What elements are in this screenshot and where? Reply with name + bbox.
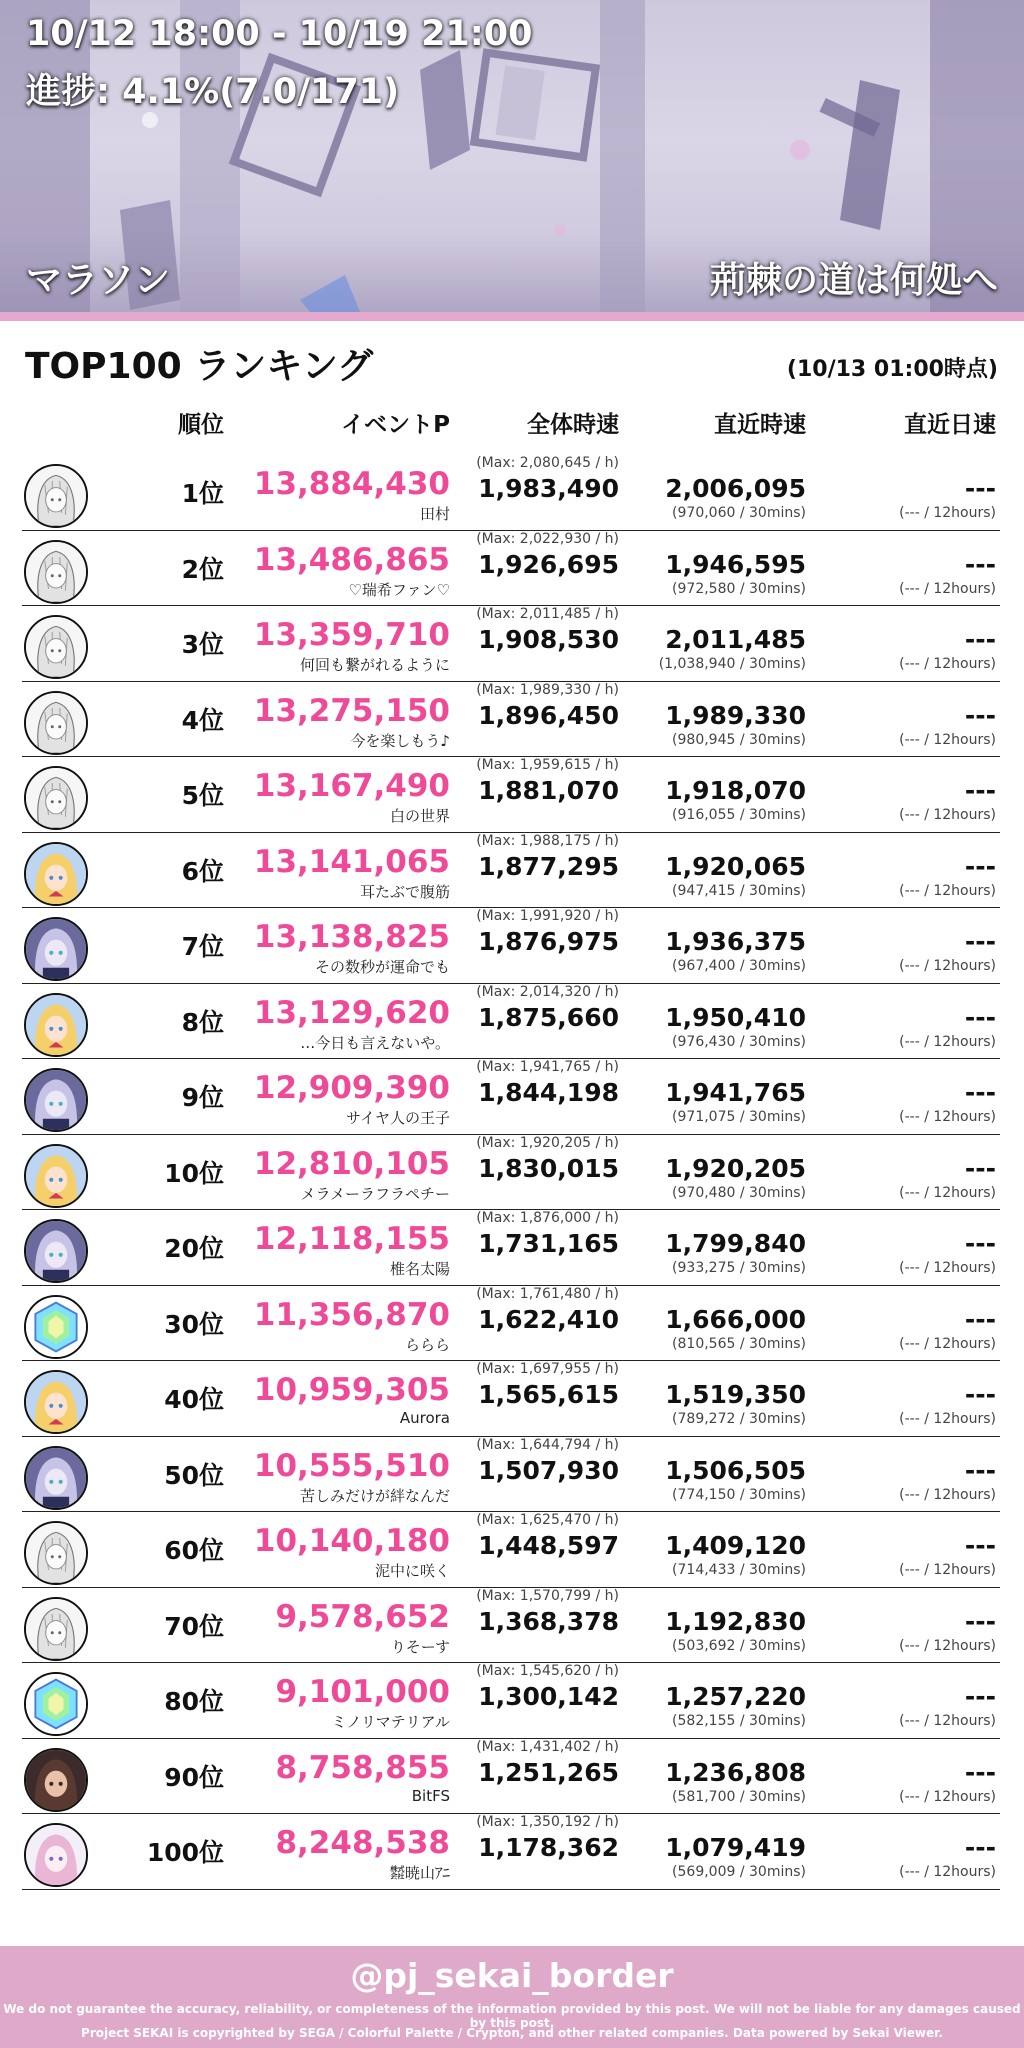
table-row: [0, 833, 1024, 909]
table-row: [0, 1663, 1024, 1739]
max-speed: (Max: 1,545,620 / h): [476, 1663, 619, 1679]
total-speed: 1,622,410: [478, 1304, 619, 1334]
table-row: [0, 1210, 1024, 1286]
daily-speed: ---: [964, 851, 996, 881]
recent-speed-detail: (1,038,940 / 30mins): [658, 656, 806, 672]
rank-label: 30位: [164, 1309, 224, 1339]
daily-speed-detail: (--- / 12hours): [899, 1411, 996, 1427]
avatar: [24, 1295, 88, 1359]
daily-speed-detail: (--- / 12hours): [899, 1864, 996, 1880]
rank-label: 6位: [181, 856, 224, 886]
table-row: [0, 984, 1024, 1060]
max-speed: (Max: 1,959,615 / h): [476, 757, 619, 773]
daily-speed: ---: [964, 1757, 996, 1787]
daily-speed-detail: (--- / 12hours): [899, 807, 996, 823]
avatar: [24, 993, 88, 1057]
column-rank: 順位: [178, 412, 224, 438]
footer-disclaimer: We do not guarantee the accuracy, reliability, or completeness of the information provided by this post. We will not be liable for any damages caused by this post.: [3, 2002, 1021, 2030]
recent-speed-detail: (714,433 / 30mins): [672, 1562, 806, 1578]
daily-speed-detail: (--- / 12hours): [899, 1109, 996, 1125]
recent-speed: 1,666,000: [665, 1304, 806, 1334]
recent-speed-detail: (976,430 / 30mins): [672, 1033, 806, 1050]
event-points: 10,555,510: [253, 1447, 450, 1484]
player-name: ららら: [404, 1335, 450, 1354]
avatar: [24, 1068, 88, 1132]
total-speed: 1,908,530: [478, 625, 619, 654]
recent-speed-detail: (916,055 / 30mins): [672, 807, 806, 823]
avatar: [24, 842, 88, 906]
daily-speed-detail: (--- / 12hours): [899, 1184, 996, 1201]
event-points: 10,959,305: [253, 1372, 450, 1408]
total-speed: 1,844,198: [478, 1078, 619, 1107]
rank-label: 7位: [181, 932, 224, 961]
max-speed: (Max: 1,644,794 / h): [476, 1436, 619, 1453]
total-speed: 1,507,930: [478, 1455, 619, 1485]
recent-speed-detail: (789,272 / 30mins): [672, 1411, 806, 1427]
recent-speed: 1,519,350: [665, 1380, 806, 1409]
daily-speed: ---: [964, 1833, 996, 1862]
event-points: 12,118,155: [253, 1221, 450, 1257]
recent-speed: 1,989,330: [665, 700, 806, 730]
recent-speed-detail: (971,075 / 30mins): [672, 1109, 806, 1125]
daily-speed: ---: [964, 1153, 996, 1183]
table-row: [0, 1437, 1024, 1513]
avatar: [24, 615, 88, 679]
recent-speed-detail: (581,700 / 30mins): [672, 1788, 806, 1805]
recent-speed: 1,941,765: [665, 1078, 806, 1107]
max-speed: (Max: 1,876,000 / h): [476, 1210, 619, 1226]
recent-speed-detail: (947,415 / 30mins): [672, 882, 806, 899]
max-speed: (Max: 1,431,402 / h): [476, 1738, 619, 1755]
event-points: 8,758,855: [275, 1749, 450, 1786]
daily-speed: ---: [964, 625, 996, 654]
rank-label: 50位: [164, 1460, 224, 1490]
max-speed: (Max: 2,011,485 / h): [476, 606, 619, 622]
event-points: 9,101,000: [275, 1674, 450, 1710]
event-progress: 進捗: 4.1%(7.0/171): [26, 72, 400, 112]
total-speed: 1,881,070: [478, 776, 619, 805]
page-title: TOP100 ランキング: [25, 346, 374, 387]
event-type: マラソン: [26, 260, 171, 301]
recent-speed-detail: (970,060 / 30mins): [672, 505, 806, 521]
avatar: [24, 1446, 88, 1510]
recent-speed: 1,950,410: [665, 1002, 806, 1032]
daily-speed: ---: [964, 1380, 996, 1409]
recent-speed-detail: (970,480 / 30mins): [672, 1184, 806, 1201]
daily-speed: ---: [964, 549, 996, 579]
avatar: [24, 691, 88, 755]
player-name: 何回も繋がれるように: [299, 656, 450, 674]
avatar: [24, 917, 88, 981]
total-speed: 1,300,142: [478, 1682, 619, 1711]
recent-speed-detail: (569,009 / 30mins): [672, 1864, 806, 1880]
avatar: [24, 1672, 88, 1736]
rank-label: 1位: [181, 479, 224, 508]
rank-label: 10位: [164, 1158, 224, 1188]
player-name: 今を楽しもう♪: [350, 731, 450, 750]
recent-speed: 1,920,205: [665, 1153, 806, 1183]
avatar: [24, 1521, 88, 1585]
max-speed: (Max: 1,989,330 / h): [476, 681, 619, 698]
event-points: 13,884,430: [253, 466, 450, 502]
max-speed: (Max: 1,988,175 / h): [476, 832, 619, 849]
rank-label: 70位: [164, 1611, 224, 1641]
column-total-speed: 全体時速: [527, 412, 619, 438]
avatar: [24, 464, 88, 528]
recent-speed-detail: (810,565 / 30mins): [672, 1335, 806, 1352]
total-speed: 1,448,597: [478, 1531, 619, 1560]
max-speed: (Max: 2,014,320 / h): [476, 983, 619, 1000]
daily-speed-detail: (--- / 12hours): [899, 1562, 996, 1578]
daily-speed-detail: (--- / 12hours): [899, 580, 996, 597]
rank-label: 80位: [164, 1687, 224, 1716]
recent-speed: 2,006,095: [665, 474, 806, 503]
recent-speed: 1,799,840: [665, 1229, 806, 1258]
daily-speed-detail: (--- / 12hours): [899, 1637, 996, 1654]
event-points: 13,275,150: [253, 692, 450, 729]
recent-speed-detail: (774,150 / 30mins): [672, 1486, 806, 1503]
column-points: イベントP: [341, 412, 450, 438]
event-points: 13,141,065: [253, 843, 450, 880]
daily-speed: ---: [964, 1531, 996, 1560]
daily-speed: ---: [964, 1606, 996, 1636]
event-points: 13,167,490: [253, 768, 450, 804]
player-name: …今日も言えないや。: [300, 1033, 450, 1052]
rank-label: 4位: [181, 705, 224, 735]
avatar: [24, 540, 88, 604]
recent-speed: 2,011,485: [665, 625, 806, 654]
player-name: ㍿暁山ｱﾆ: [389, 1864, 450, 1882]
total-speed: 1,830,015: [478, 1153, 619, 1183]
daily-speed-detail: (--- / 12hours): [899, 656, 996, 672]
player-name: ミノリマテリアル: [331, 1713, 450, 1731]
player-name: 耳たぶで腹筋: [359, 882, 450, 901]
table-row: [0, 455, 1024, 531]
recent-speed: 1,918,070: [665, 776, 806, 805]
event-points: 12,810,105: [253, 1145, 450, 1182]
recent-speed: 1,236,808: [665, 1757, 806, 1787]
event-points: 13,359,710: [253, 617, 450, 653]
player-name: メラメーラフラペチー: [300, 1184, 450, 1203]
total-speed: 1,926,695: [478, 549, 619, 579]
daily-speed-detail: (--- / 12hours): [899, 1335, 996, 1352]
recent-speed-detail: (967,400 / 30mins): [672, 958, 806, 974]
rank-label: 9位: [181, 1083, 224, 1112]
event-banner: [0, 0, 1024, 312]
recent-speed-detail: (933,275 / 30mins): [672, 1260, 806, 1276]
recent-speed: 1,257,220: [665, 1682, 806, 1711]
table-row: [0, 1739, 1024, 1815]
max-speed: (Max: 2,080,645 / h): [476, 455, 619, 471]
event-points: 11,356,870: [253, 1296, 450, 1333]
avatar: [24, 1597, 88, 1661]
recent-speed: 1,936,375: [665, 927, 806, 956]
column-recent-speed: 直近時速: [714, 412, 806, 438]
rank-label: 5位: [181, 781, 224, 810]
max-speed: (Max: 1,625,470 / h): [476, 1512, 619, 1528]
avatar: [24, 1144, 88, 1208]
max-speed: (Max: 1,991,920 / h): [476, 908, 619, 924]
table-row: [0, 1135, 1024, 1211]
daily-speed: ---: [964, 1304, 996, 1334]
event-points: 13,486,865: [253, 541, 450, 578]
total-speed: 1,368,378: [478, 1606, 619, 1636]
event-points: 13,138,825: [253, 919, 450, 955]
rank-label: 90位: [164, 1762, 224, 1792]
total-speed: 1,178,362: [478, 1833, 619, 1862]
recent-speed: 1,946,595: [665, 549, 806, 579]
table-row: [0, 1059, 1024, 1135]
rank-label: 3位: [181, 630, 224, 659]
daily-speed-detail: (--- / 12hours): [899, 1260, 996, 1276]
daily-speed: ---: [964, 700, 996, 730]
recent-speed: 1,192,830: [665, 1606, 806, 1636]
max-speed: (Max: 1,920,205 / h): [476, 1134, 619, 1151]
daily-speed: ---: [964, 1455, 996, 1485]
table-row: [0, 757, 1024, 833]
recent-speed: 1,506,505: [665, 1455, 806, 1485]
event-points: 10,140,180: [253, 1523, 450, 1559]
avatar: [24, 1370, 88, 1434]
rank-label: 2位: [181, 554, 224, 584]
rank-label: 100位: [146, 1838, 224, 1867]
event-points: 9,578,652: [275, 1598, 450, 1635]
max-speed: (Max: 1,761,480 / h): [476, 1285, 619, 1302]
recent-speed: 1,079,419: [665, 1833, 806, 1862]
column-daily-speed: 直近日速: [904, 412, 996, 438]
event-period: 10/12 18:00 - 10/19 21:00: [26, 14, 533, 54]
daily-speed-detail: (--- / 12hours): [899, 505, 996, 521]
daily-speed: ---: [964, 1002, 996, 1032]
rank-label: 40位: [164, 1385, 224, 1414]
footer: [0, 1946, 1024, 2048]
table-row: [0, 1588, 1024, 1664]
max-speed: (Max: 1,350,192 / h): [476, 1814, 619, 1830]
daily-speed-detail: (--- / 12hours): [899, 731, 996, 748]
table-row: [0, 682, 1024, 758]
avatar: [24, 1823, 88, 1887]
recent-speed-detail: (582,155 / 30mins): [672, 1713, 806, 1729]
recent-speed-detail: (503,692 / 30mins): [672, 1637, 806, 1654]
total-speed: 1,731,165: [478, 1229, 619, 1258]
table-row: [0, 531, 1024, 607]
player-name: 白の世界: [389, 807, 450, 825]
avatar: [24, 1748, 88, 1812]
table-row: [0, 908, 1024, 984]
daily-speed-detail: (--- / 12hours): [899, 1713, 996, 1729]
ranking-table: [0, 455, 1024, 1890]
max-speed: (Max: 1,941,765 / h): [476, 1059, 619, 1075]
player-name: 椎名太陽: [389, 1260, 450, 1278]
snapshot-time: (10/13 01:00時点): [786, 357, 998, 382]
event-name: 荊棘の道は何処へ: [709, 260, 998, 301]
event-points: 8,248,538: [275, 1825, 450, 1861]
player-name: 泥中に咲く: [374, 1562, 450, 1580]
daily-speed-detail: (--- / 12hours): [899, 1033, 996, 1050]
table-row: [0, 606, 1024, 682]
daily-speed-detail: (--- / 12hours): [899, 1788, 996, 1805]
rank-label: 60位: [164, 1536, 224, 1565]
total-speed: 1,983,490: [478, 474, 619, 503]
footer-handle: @pj_sekai_border: [350, 1956, 674, 1995]
banner-divider: [0, 312, 1024, 321]
player-name: その数秒が運命でも: [314, 958, 450, 976]
daily-speed: ---: [964, 927, 996, 956]
table-row: [0, 1361, 1024, 1437]
footer-copyright: Project SEKAI is copyrighted by SEGA / Colorful Palette / Crypton, and other related companies. Data powered by Sekai Viewer.: [81, 2026, 943, 2040]
player-name: 田村: [419, 505, 450, 523]
total-speed: 1,251,265: [478, 1757, 619, 1787]
event-points: 13,129,620: [253, 994, 450, 1031]
player-name: ♡瑞希ファン♡: [348, 580, 450, 599]
max-speed: (Max: 1,697,955 / h): [476, 1361, 619, 1377]
player-name: りそーす: [390, 1637, 450, 1656]
daily-speed-detail: (--- / 12hours): [899, 958, 996, 974]
avatar: [24, 1219, 88, 1283]
table-header: [0, 406, 1024, 440]
rank-label: 8位: [181, 1007, 224, 1037]
avatar: [24, 766, 88, 830]
recent-speed: 1,409,120: [665, 1531, 806, 1560]
max-speed: (Max: 2,022,930 / h): [476, 530, 619, 547]
table-row: [0, 1512, 1024, 1588]
table-row: [0, 1814, 1024, 1890]
daily-speed: ---: [964, 1229, 996, 1258]
total-speed: 1,565,615: [478, 1380, 619, 1409]
recent-speed: 1,920,065: [665, 851, 806, 881]
daily-speed: ---: [964, 1682, 996, 1711]
total-speed: 1,875,660: [478, 1002, 619, 1032]
total-speed: 1,896,450: [478, 700, 619, 730]
max-speed: (Max: 1,570,799 / h): [476, 1587, 619, 1604]
daily-speed: ---: [964, 1078, 996, 1107]
daily-speed: ---: [964, 474, 996, 503]
event-points: 12,909,390: [253, 1070, 450, 1106]
recent-speed-detail: (980,945 / 30mins): [672, 731, 806, 748]
player-name: サイヤ人の王子: [346, 1109, 450, 1127]
total-speed: 1,876,975: [478, 927, 619, 956]
total-speed: 1,877,295: [478, 851, 619, 881]
player-name: Aurora: [399, 1409, 450, 1427]
table-row: [0, 1286, 1024, 1362]
daily-speed-detail: (--- / 12hours): [899, 882, 996, 899]
player-name: BitFS: [411, 1786, 450, 1805]
rank-label: 20位: [164, 1234, 224, 1263]
daily-speed: ---: [964, 776, 996, 805]
daily-speed-detail: (--- / 12hours): [899, 1486, 996, 1503]
recent-speed-detail: (972,580 / 30mins): [672, 580, 806, 597]
player-name: 苦しみだけが絆なんだ: [299, 1486, 450, 1505]
